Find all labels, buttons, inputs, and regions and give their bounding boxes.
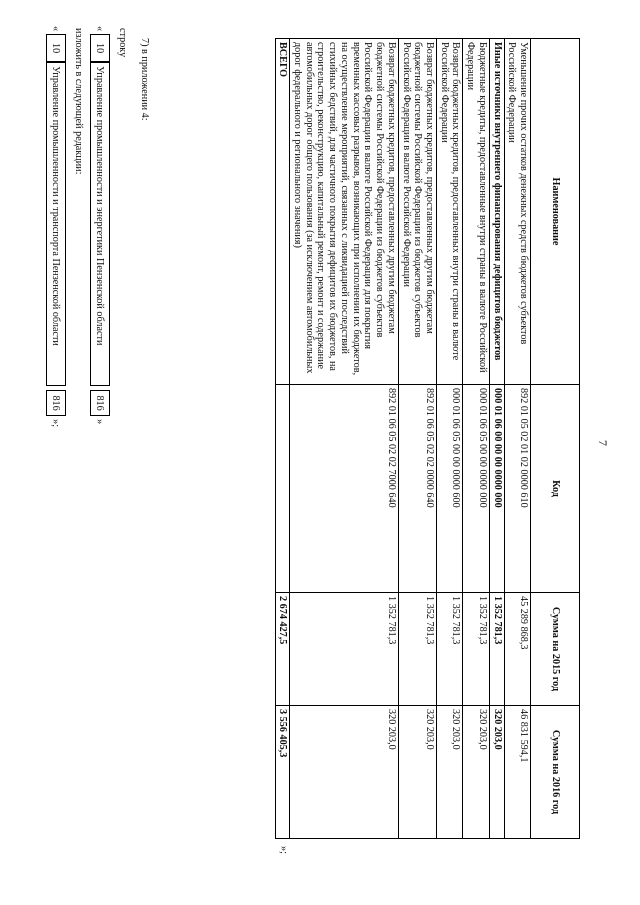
table-row: [398, 39, 436, 839]
header-2015: Сумма на 2015 год: [531, 593, 580, 706]
quote-close: »: [94, 419, 106, 425]
cell-name: Возврат бюджетных кредитов, предоставленных внутри страны в валюте Российской Федерации: [436, 39, 462, 385]
total-2015: 2 674 427,5: [275, 593, 290, 706]
cell-name: Возврат бюджетных кредитов, предоставленных другим бюджетам бюджетной системы Российской Федерации из бюджетов субъектов Российской Федерации в валюте Российской Федерации для покрытия временных кассовых разрывов, возникающих при исполнении их бюджетов, на осуществление мероприятий, связанных с ликвидацией последствий стихийных бедствий, для частичного покрытия дефицитов их бюджетов, на строительство, реконструкцию, капитальный ремонт, ремонт и содержание автомобильных дорог общего пользования (за исключением автомобильных дорог федерального и регионального значения): [290, 39, 398, 385]
new-row-num: 10: [46, 34, 66, 62]
cell-2016: 46 831 594,1: [504, 706, 530, 839]
cell-code: 892 01 06 05 02 02 0000 640: [398, 385, 436, 593]
cell-name: Уменьшение прочих остатков денежных средств бюджетов субъектов Российской Федерации: [504, 39, 530, 385]
header-code: Код: [531, 385, 580, 593]
sources-table: [275, 38, 580, 839]
cell-2016: 320 203,0: [436, 706, 462, 839]
cell-name: Возврат бюджетных кредитов, предоставленных другим бюджетам бюджетной системы Российской Федерации из бюджетов субъектов Российской Федерации в валюте Российской Федерации: [398, 39, 436, 385]
quote-open: «: [50, 26, 62, 32]
cell-2015: 45 289 868,3: [504, 593, 530, 706]
table-row: [504, 39, 530, 839]
total-code-empty: [275, 385, 290, 593]
cell-2016: 320 203,0: [463, 706, 489, 839]
cell-2016: 320 203,0: [489, 706, 504, 839]
quote-open: «: [94, 26, 106, 32]
amendment-item: 7) в приложении 4:: [139, 38, 150, 121]
table-row: [489, 39, 504, 839]
cell-2015: 1 352 781,3: [489, 593, 504, 706]
cell-code: 000 01 06 05 00 00 0000 600: [436, 385, 462, 593]
cell-code: 000 01 06 05 00 00 0000 000: [463, 385, 489, 593]
table-row: [436, 39, 462, 839]
cell-2016: 320 203,0: [398, 706, 436, 839]
header-name: Наименование: [531, 39, 580, 385]
new-row-code: 816: [46, 390, 66, 416]
replace-text: изложить в следующей редакции:: [73, 28, 84, 175]
rotated-page: [25, 20, 620, 880]
total-2016: 3 556 405,3: [275, 706, 290, 839]
cell-code: 892 01 06 05 02 02 7000 640: [290, 385, 398, 593]
old-row-code: 816: [90, 390, 110, 416]
cell-2015: 1 352 781,3: [436, 593, 462, 706]
total-row: [275, 39, 290, 839]
cell-name: Бюджетные кредиты, предоставленные внутри страны в валюте Российской Федерации: [463, 39, 489, 385]
table-row: [463, 39, 489, 839]
table-header-row: [531, 39, 580, 839]
cell-2016: 320 203,0: [290, 706, 398, 839]
old-row: [90, 26, 110, 424]
quote-close: »;: [50, 419, 62, 428]
total-label: ВСЕГО: [275, 39, 290, 385]
header-2016: Сумма на 2016 год: [531, 706, 580, 839]
word-row: строку: [117, 28, 128, 58]
cell-name: Иные источники внутреннего финансирования дефицитов бюджетов: [489, 39, 504, 385]
total-tail: »;: [278, 846, 289, 854]
new-row: [46, 26, 66, 427]
cell-code: 000 01 06 00 00 00 0000 000: [489, 385, 504, 593]
table-row: [290, 39, 398, 839]
new-row-name: Управление промышленности и транспорта Пензенской области: [46, 62, 66, 386]
old-row-name: Управление промышленности и энергетики Пензенской области: [90, 62, 110, 386]
cell-2015: 1 352 781,3: [463, 593, 489, 706]
old-row-num: 10: [90, 34, 110, 62]
cell-2015: 1 352 781,3: [290, 593, 398, 706]
cell-code: 892 01 05 02 01 02 0000 610: [504, 385, 530, 593]
cell-2015: 1 352 781,3: [398, 593, 436, 706]
page-number: 7: [596, 440, 610, 446]
table-body: [290, 39, 531, 839]
